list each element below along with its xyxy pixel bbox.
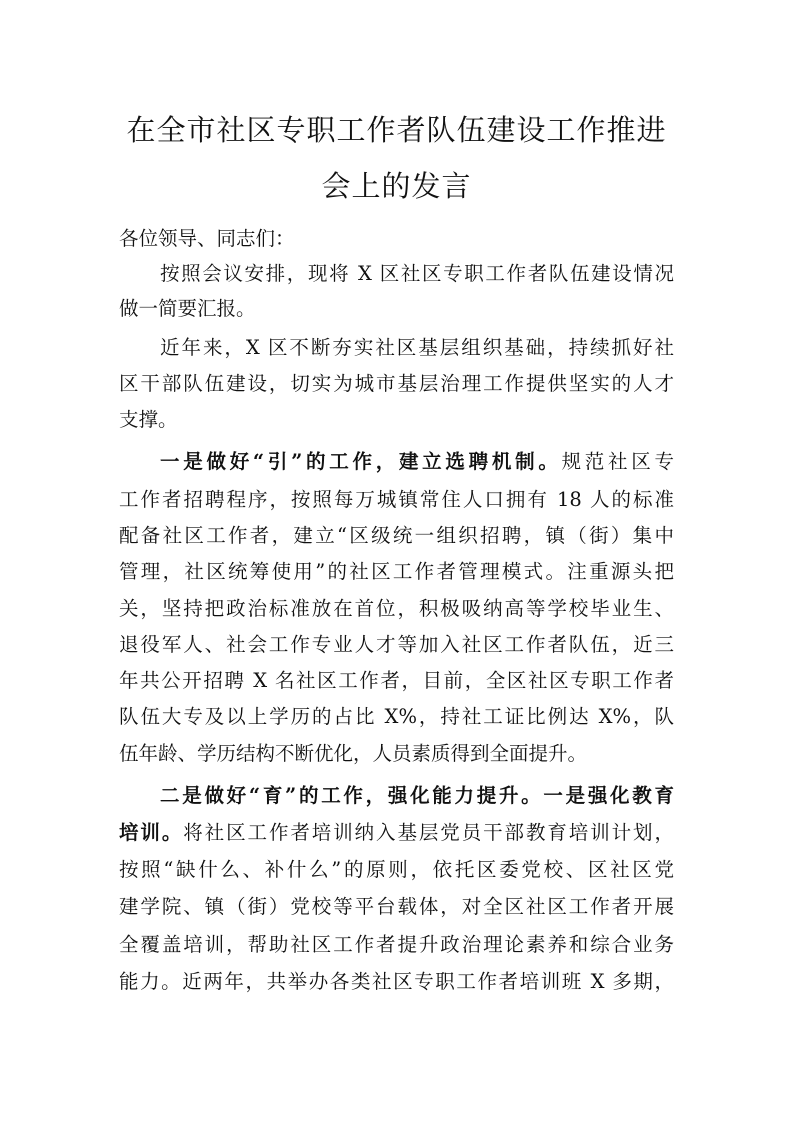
salutation: 各位领导、同志们：	[119, 227, 295, 250]
paragraph-4-heading: 二是做好“育”的工作，强化能力提升。一是强化教育	[160, 784, 674, 807]
paragraph-1-line: 按照会议安排，现将 X 区社区专职工作者队伍建设情况	[160, 262, 674, 285]
paragraph-3-line: 工作者招聘程序，按照每万城镇常住人口拥有 18 人的标准	[119, 488, 674, 511]
paragraph-4-text: 将社区工作者培训纳入基层党员干部教育培训计划，	[183, 821, 674, 844]
document-title-line-1: 在全市社区专职工作者队伍建设工作推进	[126, 113, 667, 147]
paragraph-3-line: 伍年龄、学历结构不断优化，人员素质得到全面提升。	[119, 742, 588, 765]
paragraph-4-second-line	[119, 815, 674, 851]
paragraph-3-text: 规范社区专	[561, 450, 674, 473]
paragraph-3-first-line	[160, 444, 674, 480]
paragraph-4-line: 按照“缺什么、补什么”的原则，依托区委党校、区社区党	[119, 858, 674, 881]
paragraph-4-line: 能力。近两年，共举办各类社区专职工作者培训班 X 多期，	[119, 970, 674, 993]
paragraph-4-subheading: 培训。	[119, 821, 184, 844]
paragraph-3-heading: 一是做好“引”的工作，建立选聘机制。	[160, 450, 562, 473]
paragraph-1-line: 做一简要汇报。	[119, 297, 256, 320]
paragraph-3-line: 配备社区工作者，建立“区级统一组织招聘，镇（街）集中	[119, 524, 674, 547]
paragraph-3-line: 关，坚持把政治标准放在首位，积极吸纳高等学校毕业生、	[119, 597, 674, 620]
paragraph-4-line: 建学院、镇（街）党校等平台载体，对全区社区工作者开展	[119, 895, 674, 918]
paragraph-2-line: 区干部队伍建设，切实为城市基层治理工作提供坚实的人才	[119, 372, 674, 395]
paragraph-3-line: 管理，社区统筹使用”的社区工作者管理模式。注重源头把	[119, 560, 674, 583]
paragraph-2-line: 支撑。	[119, 408, 178, 431]
paragraph-3-line: 退役军人、社会工作专业人才等加入社区工作者队伍，近三	[119, 633, 674, 656]
paragraph-3-line: 年共公开招聘 X 名社区工作者，目前，全区社区专职工作者	[119, 669, 674, 692]
paragraph-2-line: 近年来，X 区不断夯实社区基层组织基础，持续抓好社	[160, 336, 674, 359]
paragraph-4-line: 全覆盖培训，帮助社区工作者提升政治理论素养和综合业务	[119, 933, 674, 956]
paragraph-3-line: 队伍大专及以上学历的占比 X%，持社工证比例达 X%，队	[119, 705, 674, 728]
document-title-line-2: 会上的发言	[321, 169, 472, 203]
